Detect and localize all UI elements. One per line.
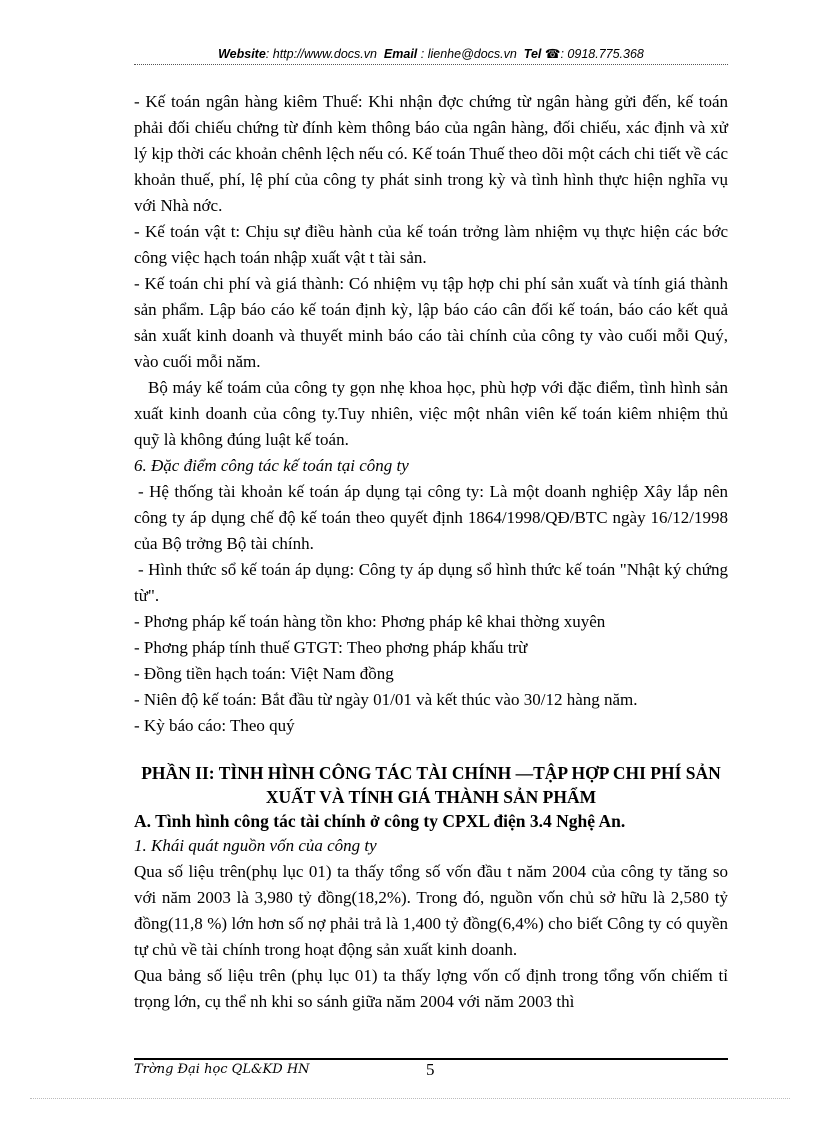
email-label: Email — [383, 47, 418, 61]
paragraph-apparatus: Bộ máy kế toám của công ty gọn nhẹ khoa học, phù hợp với đặc điểm, tình hình sản xuất kinh doanh của công ty.Tuy nhiên, việc một nhân viên kế toán kiêm nhiệm thủ quỹ là không đúng luật kế toán. — [134, 378, 728, 449]
footer-school: Trờng Đại học QL&KD HN — [134, 1062, 310, 1077]
paragraph-capital: Qua số liệu trên(phụ lục 01) ta thấy tổng số vốn đầu t năm 2004 của công ty tăng so với năm 2003 là 3,980 tỷ đồng(18,2%). Trong đó, nguồn vốn chủ sở hữu là 2,580 tỷ đồng(11,8 %) lớn hơn số nợ phải trả là 1,400 tỷ đồng(6,4%) cho biết Công ty có quyền tự chủ về tài chính trong hoạt động sản xuất kinh doanh. — [134, 862, 728, 959]
section-1-heading: 1. Khái quát nguồn vốn của công ty — [134, 836, 377, 855]
part-2-heading: PHẦN II: TÌNH HÌNH CÔNG TÁC TÀI CHÍNH —TẬP HỢP CHI PHÍ SẢN XUẤT VÀ TÍNH GIÁ THÀNH SẢN PHẨM — [141, 763, 721, 807]
website-value: : http://www.docs.vn — [265, 47, 377, 61]
page-header — [134, 46, 728, 61]
email-value: : lienhe@docs.vn — [420, 47, 517, 61]
website-label: Website — [218, 47, 266, 61]
section-6-heading: 6. Đặc điểm công tác kế toán tại công ty — [134, 456, 409, 475]
list-item: - Phơng pháp tính thuế GTGT: Theo phơng pháp khấu trừ — [134, 638, 528, 657]
section-a-heading: A. Tình hình công tác tài chính ở công ty CPXL điện 3.4 Nghệ An. — [134, 811, 626, 831]
list-item: - Phơng pháp kế toán hàng tồn kho: Phơng pháp kê khai thờng xuyên — [134, 612, 606, 631]
header-divider — [134, 64, 728, 65]
page-edge — [30, 1098, 790, 1099]
phone-icon: ☎ — [544, 47, 561, 61]
tel-value: : 0918.775.368 — [560, 47, 644, 61]
paragraph-bank-tax: - Kế toán ngân hàng kiêm Thuế: Khi nhận đợc chứng từ ngân hàng gửi đến, kế toán phải đối chiếu chứng từ đính kèm thông báo của ngân hàng, đối chiếu, xác định và xử lý kịp thời các khoản chênh lệch nếu có. Kế toán Thuế theo dõi một cách chi tiết về các khoản thuế, phí, lệ phí của công ty phát sinh trong kỳ và tình hình thực hiện nghĩa vụ với Nhà nớc. — [134, 92, 729, 215]
document-body — [134, 89, 728, 1015]
list-item: - Niên độ kế toán: Bắt đầu từ ngày 01/01 và kết thúc vào 30/12 hàng năm. — [134, 690, 638, 709]
paragraph-cost: - Kế toán chi phí và giá thành: Có nhiệm vụ tập hợp chi phí sản xuất và tính giá thành sản phẩm. Lập báo cáo kế toán định kỳ, lập báo cáo cân đối kế toán, báo cáo kết quả sản xuất kinh doanh và thuyết minh báo cáo tài chính của công ty vào cuối mỗi Quý, vào cuối mỗi năm. — [134, 274, 728, 371]
paragraph-materials: - Kế toán vật t: Chịu sự điều hành của kế toán trởng làm nhiệm vụ thực hiện các bớc công việc hạch toán nhập xuất vật t tài sản. — [134, 222, 728, 267]
paragraph-book-form: - Hình thức sổ kế toán áp dụng: Công ty áp dụng sổ hình thức kế toán "Nhật ký chứng từ". — [134, 560, 728, 605]
list-item: - Đồng tiền hạch toán: Việt Nam đồng — [134, 664, 394, 683]
paragraph-accounts: - Hệ thống tài khoản kế toán áp dụng tại công ty: Là một doanh nghiệp Xây lắp nên công ty áp dụng chế độ kế toán theo quyết định 1864/1998/QĐ/BTC ngày 16/12/1998 của Bộ trởng Bộ tài chính. — [134, 482, 728, 553]
paragraph-fixed-capital: Qua bảng số liệu trên (phụ lục 01) ta thấy lợng vốn cố định trong tổng vốn chiếm tỉ trọng lớn, cụ thể nh khi so sánh giữa năm 2004 với năm 2003 thì — [134, 966, 728, 1011]
list-item: - Kỳ báo cáo: Theo quý — [134, 716, 295, 735]
tel-label: Tel — [523, 47, 542, 61]
page-number: 5 — [426, 1060, 435, 1079]
